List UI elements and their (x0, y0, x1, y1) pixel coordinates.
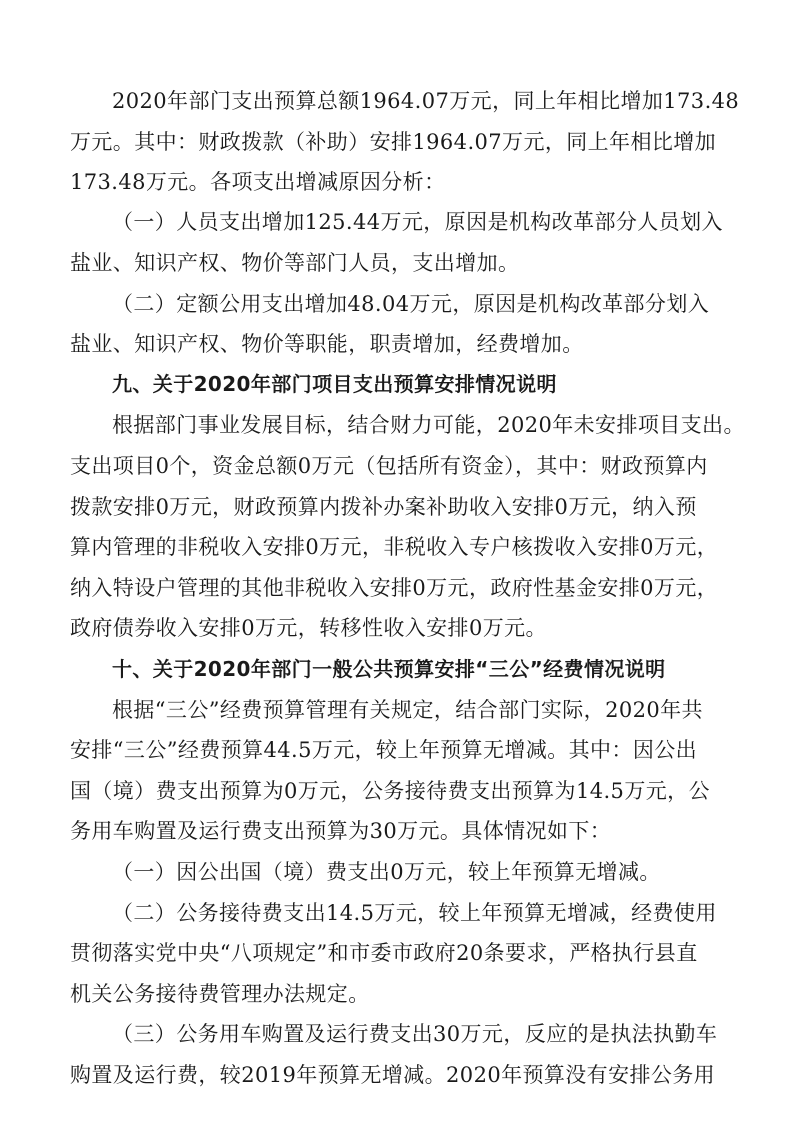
paragraph-line: 纳入特设户管理的其他非税收入安排0万元，政府性基金安排0万元， (70, 576, 719, 600)
paragraph-line: 173.48万元。各项支出增减原因分析： (70, 170, 446, 194)
paragraph-line: 盐业、知识产权、物价等职能，职责增加，经费增加。 (70, 332, 584, 356)
paragraph-line: 根据“三公”经费预算管理有关规定，结合部门实际，2020年共 (112, 698, 703, 722)
paragraph-line: （三）公务用车购置及运行费支出30万元，反应的是执法执勤车 (112, 1022, 718, 1046)
paragraph-line: 算内管理的非税收入安排0万元，非税收入专户核拨收入安排0万元， (70, 535, 719, 559)
paragraph-line: 机关公务接待费管理办法规定。 (70, 982, 370, 1006)
paragraph-line: 国（境）费支出预算为0万元，公务接待费支出预算为14.5万元，公 (70, 779, 710, 803)
paragraph-line: 万元。其中：财政拨款（补助）安排1964.07万元，同上年相比增加 (70, 130, 717, 154)
paragraph-line: 政府债券收入安排0万元，转移性收入安排0万元。 (70, 616, 547, 640)
paragraph-line: 拨款安排0万元，财政预算内拨补办案补助收入安排0万元，纳入预 (70, 495, 697, 519)
paragraph-line: （二）公务接待费支出14.5万元，较上年预算无增减，经费使用 (112, 901, 717, 925)
paragraph-line: 支出项目0个，资金总额0万元（包括所有资金），其中：财政预算内 (70, 454, 708, 478)
paragraph-line: 务用车购置及运行费支出预算为30万元。具体情况如下： (70, 819, 612, 843)
paragraph-line: （一）因公出国（境）费支出0万元，较上年预算无增减。 (112, 860, 661, 884)
paragraph-line: 购置及运行费，较2019年预算无增减。2020年预算没有安排公务用 (70, 1063, 716, 1087)
section-heading: 九、关于2020年部门项目支出预算安排情况说明 (112, 372, 557, 396)
paragraph-line: 根据部门事业发展目标，结合财力可能，2020年未安排项目支出。 (112, 413, 745, 437)
paragraph-line: 安排“三公”经费预算44.5万元，较上年预算无增减。其中：因公出 (70, 738, 698, 762)
paragraph-line: （二）定额公用支出增加48.04万元，原因是机构改革部分划入 (112, 292, 710, 316)
paragraph-line: 盐业、知识产权、物价等部门人员，支出增加。 (70, 251, 520, 275)
section-heading: 十、关于2020年部门一般公共预算安排“三公”经费情况说明 (112, 657, 666, 681)
paragraph-line: （一）人员支出增加125.44万元，原因是机构改革部分人员划入 (112, 210, 723, 234)
paragraph-line: 贯彻落实党中央“八项规定”和市委市政府20条要求，严格执行县直 (70, 941, 698, 965)
paragraph-line: 2020年部门支出预算总额1964.07万元，同上年相比增加173.48 (112, 89, 740, 113)
